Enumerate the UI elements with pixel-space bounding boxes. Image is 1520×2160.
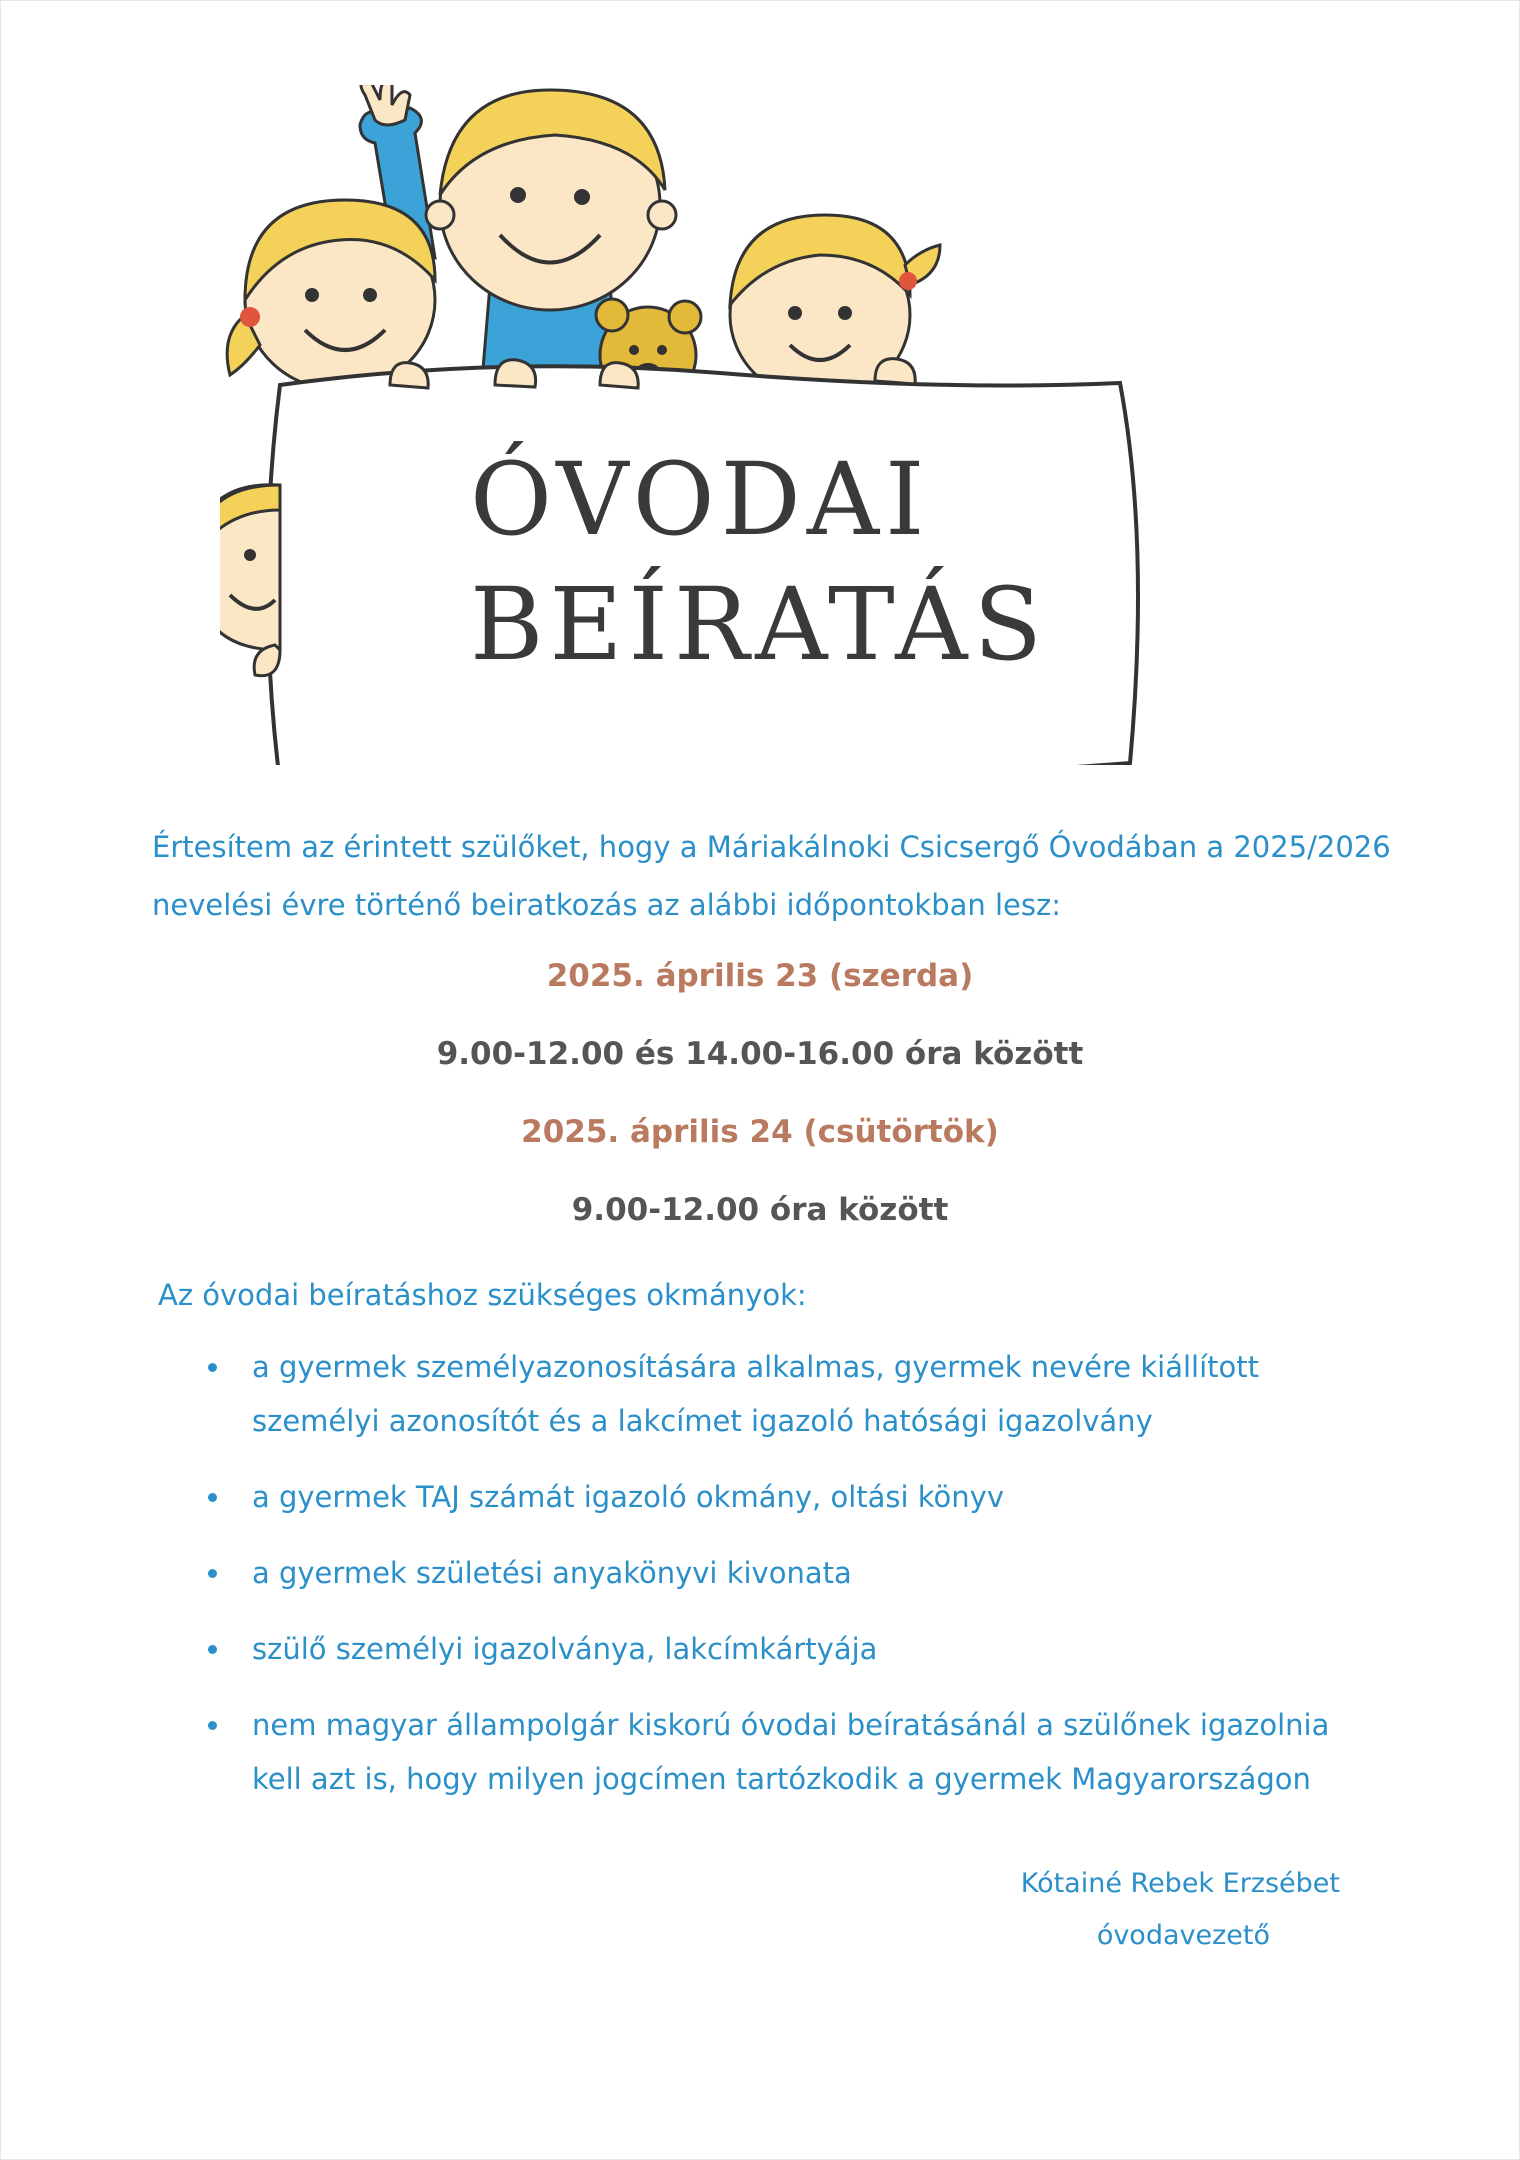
signature-role: óvodavezető [1096, 1920, 1270, 1951]
bullet-icon [208, 1721, 217, 1730]
list-item [200, 1622, 1350, 1676]
schedule-time-1: 9.00-12.00 és 14.00-16.00 óra között [436, 1036, 1084, 1072]
bullet-icon [208, 1363, 217, 1372]
list-item [200, 1546, 1350, 1600]
signature-name: Kótainé Rebek Erzsébet [1020, 1868, 1340, 1899]
page-title-line2: BEÍRATÁS [470, 566, 1048, 683]
list-item-text: nem magyar állampolgár kiskorú óvodai beíratásánál a szülőnek igazolnia kell azt is, hogy milyen jogcímen tartózkodik a gyermek Magyarországon [252, 1708, 1330, 1796]
signature-block [900, 1858, 1340, 1962]
child-peeking-side-icon [220, 485, 280, 676]
list-item [200, 1340, 1350, 1448]
list-item [200, 1470, 1350, 1524]
list-item-text: a gyermek TAJ számát igazoló okmány, oltási könyv [252, 1480, 1004, 1514]
intro-paragraph: Értesítem az érintett szülőket, hogy a Máriakálnoki Csicsergő Óvodában a 2025/2026 nevelési évre történő beiratkozás az alábbi időpontokban lesz: [152, 830, 1391, 922]
page-title-line1: ÓVODAI [470, 441, 931, 558]
list-item-text: a gyermek születési anyakönyvi kivonata [252, 1556, 852, 1590]
bullet-icon [208, 1645, 217, 1654]
bullet-icon [208, 1493, 217, 1502]
schedule-time-2: 9.00-12.00 óra között [571, 1192, 949, 1228]
documents-list [200, 1340, 1350, 1828]
bullet-icon [208, 1569, 217, 1578]
list-item [200, 1698, 1350, 1806]
list-item-text: a gyermek személyazonosítására alkalmas, gyermek nevére kiállított személyi azonosítót és a lakcímet igazoló hatósági igazolvány [252, 1350, 1260, 1438]
schedule-date-1: 2025. április 23 (szerda) [546, 958, 974, 994]
documents-heading: Az óvodai beíratáshoz szükséges okmányok: [158, 1278, 807, 1312]
schedule-date-2: 2025. április 24 (csütörtök) [521, 1114, 999, 1150]
list-item-text: szülő személyi igazolványa, lakcímkártyája [252, 1632, 878, 1666]
